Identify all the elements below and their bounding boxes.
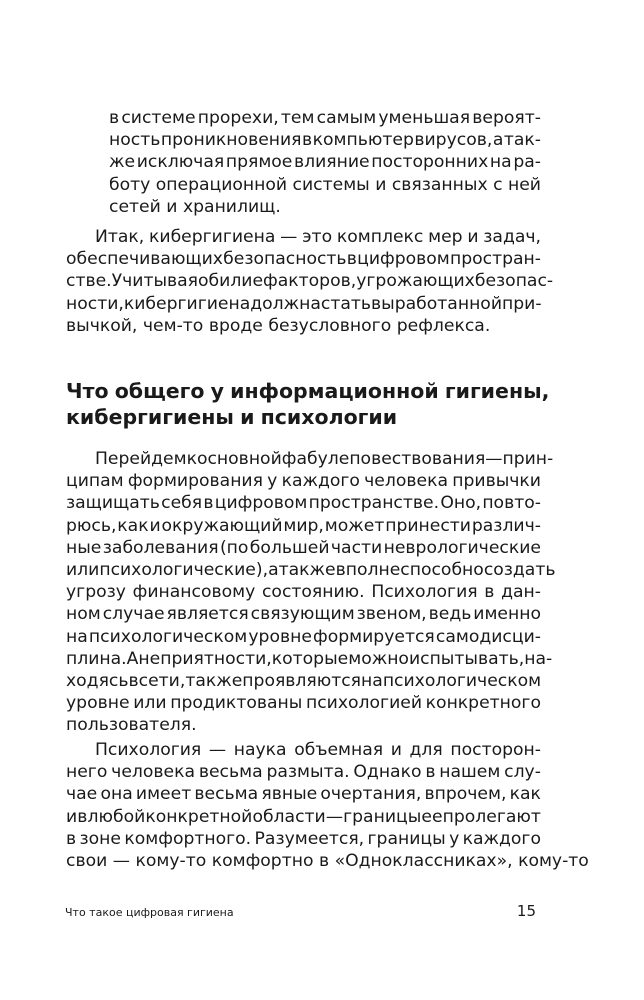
paragraph-line: на психологическом уровне формируется самодисци- xyxy=(66,626,541,647)
paragraph-line: рюсь, как и окружающий мир, может принести различ- xyxy=(66,515,541,536)
section-heading-line: кибергигиены и психологии xyxy=(66,405,398,429)
indented-text-line: сетей и хранилищ. xyxy=(109,196,281,217)
paragraph-line: Итак, кибергигиена — это комплекс мер и задач, xyxy=(95,227,541,247)
paragraph-line: пользователя. xyxy=(66,715,197,736)
paragraph-line: обеспечивающих безопасность в цифровом простран- xyxy=(66,249,541,270)
paragraph-line: ходясь в сети, также проявляются на психологическом xyxy=(66,671,542,691)
paragraph-line: вычкой, чем-то вроде безусловного рефлекса. xyxy=(66,315,491,336)
indented-text-line: ность проникновения в компьютер вирусов, а так- xyxy=(109,130,541,151)
paragraph-line: угрозу финансовому состоянию. Психология в дан- xyxy=(66,582,541,603)
indented-text-line: в системе прорехи, тем самым уменьшая вероят- xyxy=(109,108,541,128)
paragraph-line: чае она имеет весьма явные очертания, впрочем, как xyxy=(66,784,541,805)
section-heading-line: Что общего у информационной гигиены, xyxy=(66,379,550,403)
paragraph-line: ные заболевания (по большей части неврологические xyxy=(66,537,541,558)
paragraph-line: в зоне комфортного. Разумеется, границы у каждого xyxy=(66,828,541,849)
paragraph-line: ном случае является связующим звеном, ведь именно xyxy=(66,604,541,625)
paragraph-line: Психология — наука объемная и для посторон- xyxy=(95,740,541,760)
paragraph-line: плина. А неприятности, которые можно испытывать, на- xyxy=(66,648,553,669)
page-number: 15 xyxy=(516,902,536,920)
paragraph-line: свои — кому-то комфортно в «Одноклассниках», кому-то xyxy=(66,851,589,871)
paragraph-line: ности, кибергигиена должна стать выработанной при- xyxy=(66,293,542,314)
paragraph-line: стве. Учитывая обилие факторов, угрожающих безопас- xyxy=(66,271,554,292)
running-footer-title: Что такое цифровая гигиена xyxy=(65,906,234,919)
paragraph-line: и в любой конкретной области — границы ее пролегают xyxy=(66,806,541,827)
paragraph-line: ципам формирования у каждого человека привычки xyxy=(66,471,541,492)
paragraph-line: или психологические), а также вполне способно создать xyxy=(66,560,556,580)
indented-text-line: боту операционной системы и связанных с ней xyxy=(109,174,541,195)
indented-text-line: же исключая прямое влияние посторонних на ра- xyxy=(109,152,541,173)
paragraph-line: уровне или продиктованы психологией конкретного xyxy=(66,693,541,714)
paragraph-line: него человека весьма размыта. Однако в нашем слу- xyxy=(66,762,541,783)
paragraph-line: Перейдем к основной фабуле повествования — прин- xyxy=(95,449,554,469)
paragraph-line: защищать себя в цифровом пространстве. Оно, повто- xyxy=(66,493,541,514)
